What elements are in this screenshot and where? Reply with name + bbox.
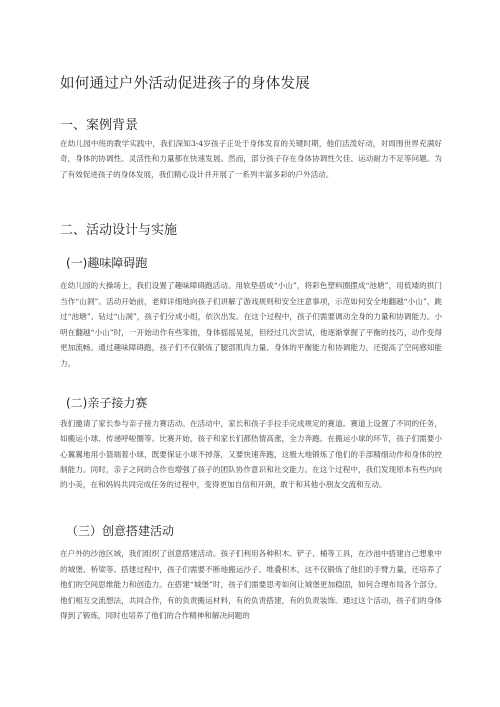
relay-race-paragraph: 我们邀请了家长参与亲子接力赛活动。在活动中，家长和孩子手拉手完成规定的赛道。赛道上设置了不同的任务，如搬运小球、传递呼啦圈等。比赛开始，孩子和家长们都热情高涨，全力奔跑。在搬运小球的环节，孩子们需要小心翼翼地用小篮端着小球，既要保证小球不掉落，又要快速奔跑，这极大地锻炼了他们的手部精细动作和身体的控制能力。同时，亲子之间的合作也增强了孩子的团队协作意识和社交能力。在这个过程中，我们发现原本有些内向的小美，在和妈妈共同完成任务的过程中，变得更加自信和开朗，敢于和其他小朋友交流和互动。 — [60, 419, 442, 490]
section-heading-background: 一、案例背景 — [60, 118, 139, 133]
subsection-heading-creative-building: （三）创意搭建活动 — [66, 524, 175, 538]
subsection-heading-relay-race: (二)亲子接力赛 — [66, 396, 148, 410]
background-paragraph: 在幼儿园中班的教学实践中，我们深知3-4岁孩子正处于身体发育的关键时期，他们活泼好动，对周围世界充满好奇，身体的协调性、灵活性和力量都在快速发展。然而，部分孩子存在身体协调性欠佳、运动耐力不足等问题。为了有效促进孩子的身体发展，我们精心设计并开展了一系列丰富多彩的户外活动。 — [60, 139, 442, 179]
document-title: 如何通过户外活动促进孩子的身体发展 — [60, 76, 310, 92]
obstacle-run-paragraph: 在幼儿园的大操场上，我们设置了趣味障碍跑活动。用软垫搭成“小山”，将彩色塑料圈摆成“池塘”，用低矮的拱门当作“山洞”。活动开始前，老师详细地向孩子们讲解了游戏规则和安全注意事项，示范如何安全地翻越“小山”、跳过“池塘”、钻过“山洞”，孩子们分成小组，依次出发。在这个过程中，孩子们需要调动全身的力量和协调能力。小明在翻越“小山”时，一开始动作有些笨拙，身体摇摇晃晃，但经过几次尝试，他逐渐掌握了平衡的技巧，动作变得更加流畅。通过趣味障碍跑，孩子们不仅锻炼了腿部肌肉力量、身体的平衡能力和协调能力，还提高了空间感知能力。 — [60, 281, 442, 368]
creative-building-paragraph: 在户外的沙池区域，我们组织了创意搭建活动。孩子们利用各种积木、铲子、桶等工具，在沙池中搭建自己想象中的城堡、桥梁等。搭建过程中，孩子们需要不断地搬运沙子、堆叠积木，这不仅锻炼了他们的手臂力量，还培养了他们的空间思维能力和创造力。在搭建“城堡”时，孩子们需要思考如何让城堡更加稳固，如何合理布局各个部分。他们相互交流想法，共同合作，有的负责搬运材料，有的负责搭建，有的负责装饰。通过这个活动，孩子们的身体得到了锻炼，同时也培养了他们的合作精神和解决问题的 — [60, 549, 442, 621]
subsection-heading-obstacle-run: (一)趣味障碍跑 — [66, 256, 148, 270]
section-heading-activities: 二、活动设计与实施 — [60, 223, 178, 238]
